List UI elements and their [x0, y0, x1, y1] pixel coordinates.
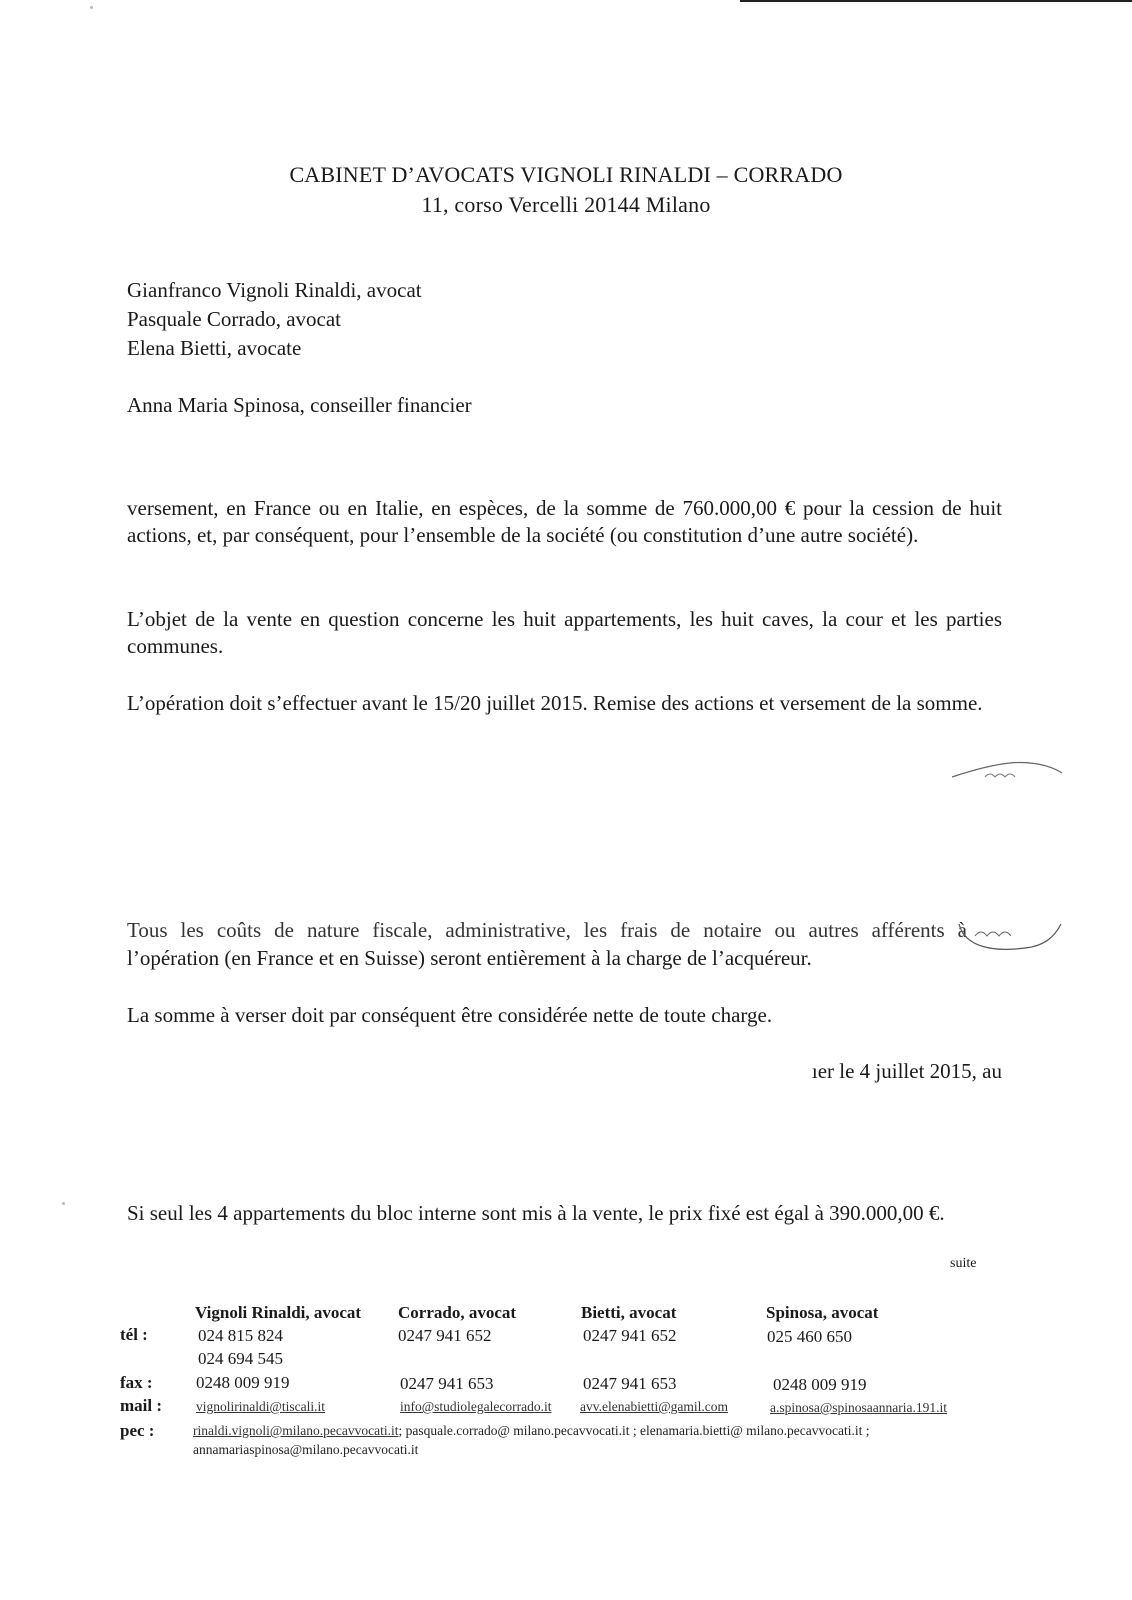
handwritten-initials [950, 755, 1070, 785]
mail-spinosa-link[interactable]: a.spinosa@spinosaannaria.191.it [770, 1400, 948, 1415]
paragraph-fragment-date: ıer le 4 juillet 2015, au [811, 1059, 1002, 1083]
fax-bietti: 0247 941 653 [583, 1374, 677, 1393]
contact-name-spinosa: Spinosa, avocat [766, 1303, 879, 1322]
paragraph-deadline: L’opération doit s’effectuer avant le 15/20 juillet 2015. Remise des actions et versement de la somme. [127, 691, 983, 715]
fax-corrado: 0247 941 653 [400, 1374, 494, 1393]
paragraph-costs-line2: l’opération (en France et en Suisse) seront entièrement à la charge de l’acquéreur. [127, 946, 812, 970]
scan-speck [62, 1202, 65, 1205]
tel-bietti: 0247 941 652 [583, 1326, 677, 1345]
firm-address: 11, corso Vercelli 20144 Milano [421, 192, 711, 217]
firm-name: CABINET D’AVOCATS VIGNOLI RINALDI – CORRADO [289, 162, 843, 187]
suite-note: suite [950, 1256, 977, 1271]
tel-spinosa: 025 460 650 [767, 1327, 852, 1346]
label-mail: mail : [120, 1396, 163, 1415]
tel2-vignoli: 024 694 545 [198, 1349, 283, 1368]
tel-corrado: 0247 941 652 [398, 1326, 492, 1345]
pec-vignoli-link[interactable]: rinaldi.vignoli@milano.pecavvocati.it [193, 1423, 399, 1438]
person-vignoli: Gianfranco Vignoli Rinaldi, avocat [127, 278, 422, 302]
fax-spinosa: 0248 009 919 [773, 1375, 867, 1394]
mail-corrado-link[interactable]: info@studiolegalecorrado.it [400, 1399, 552, 1414]
label-tel: tél : [120, 1325, 148, 1344]
contact-name-vignoli: Vignoli Rinaldi, avocat [195, 1303, 362, 1322]
scan-border-line [740, 0, 1132, 2]
pec-other-addresses: ; pasquale.corrado@ milano.pecavvocati.it ; elenamaria.bietti@ milano.pecavvocati.it ; [398, 1423, 870, 1438]
person-corrado: Pasquale Corrado, avocat [127, 307, 342, 331]
contact-name-corrado: Corrado, avocat [398, 1303, 517, 1322]
pec-spinosa: annamariaspinosa@milano.pecavvocati.it [193, 1442, 419, 1457]
tel-vignoli: 024 815 824 [198, 1326, 283, 1345]
scan-speck [90, 6, 93, 9]
person-spinosa: Anna Maria Spinosa, conseiller financier [127, 393, 472, 417]
pec-line-1 [193, 1423, 869, 1439]
paragraph-payment: versement, en France ou en Italie, en espèces, de la somme de 760.000,00 € pour la cession de huit actions, et, par conséquent, pour l’ensemble de la société (ou constitution d’une autre société). [127, 496, 1002, 547]
paragraph-net-amount: La somme à verser doit par conséquent être considérée nette de toute charge. [127, 1003, 773, 1027]
fax-vignoli: 0248 009 919 [196, 1373, 290, 1392]
paragraph-object: L’objet de la vente en question concerne les huit appartements, les huit caves, la cour et les parties communes. [127, 607, 1002, 658]
paragraph-costs-line1: Tous les coûts de nature fiscale, administrative, les frais de notaire ou autres afférents à [127, 918, 967, 941]
mail-bietti-link[interactable]: avv.elenabietti@gamil.com [580, 1399, 729, 1414]
label-fax: fax : [120, 1373, 153, 1392]
label-pec: pec : [120, 1421, 155, 1440]
contact-name-bietti: Bietti, avocat [581, 1303, 677, 1322]
person-bietti: Elena Bietti, avocate [127, 336, 302, 360]
paragraph-partial-sale: Si seul les 4 appartements du bloc interne sont mis à la vente, le prix fixé est égal à 390.000,00 €. [127, 1201, 945, 1225]
mail-vignoli-link[interactable]: vignolirinaldi@tiscali.it [196, 1399, 326, 1414]
